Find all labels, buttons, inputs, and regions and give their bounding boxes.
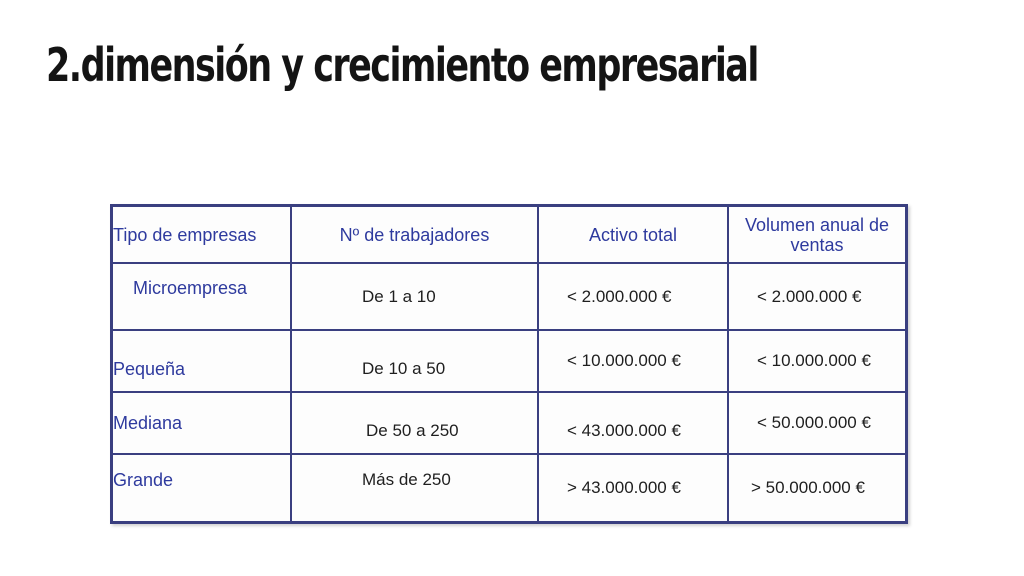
- table-row: [113, 330, 905, 392]
- row-ventas-cell: [728, 392, 905, 454]
- slide-title: 2.dimensión y crecimiento empresarial: [46, 38, 758, 92]
- row-ventas-cell: [728, 263, 905, 330]
- row-ventas-cell: [728, 330, 905, 392]
- row-trabajadores-cell: [291, 263, 538, 330]
- row-trabajadores-value: De 10 a 50: [362, 359, 446, 378]
- header-num-trabajadores: Nº de trabajadores: [291, 207, 538, 263]
- header-volumen-ventas: Volumen anual de ventas: [728, 207, 905, 263]
- table-row: [113, 392, 905, 454]
- row-ventas-value: > 50.000.000 €: [751, 478, 865, 497]
- row-activo-value: < 2.000.000 €: [567, 286, 672, 306]
- row-ventas-cell: [728, 454, 905, 521]
- row-trabajadores-cell: [291, 392, 538, 454]
- table-header-row: [113, 207, 905, 263]
- row-trabajadores-value: De 1 a 10: [362, 286, 436, 306]
- row-trabajadores-cell: [291, 454, 538, 521]
- row-trabajadores-value: De 50 a 250: [366, 421, 459, 440]
- header-activo-total: Activo total: [538, 207, 728, 263]
- row-activo-cell: [538, 454, 728, 521]
- row-type-cell: [113, 454, 291, 521]
- row-ventas-value: < 10.000.000 €: [757, 351, 871, 370]
- row-ventas-value: < 50.000.000 €: [757, 413, 871, 432]
- row-activo-cell: [538, 330, 728, 392]
- row-type-label: Mediana: [113, 412, 183, 433]
- row-type-cell: [113, 330, 291, 392]
- row-type-cell: [113, 392, 291, 454]
- row-activo-cell: [538, 392, 728, 454]
- row-trabajadores-value: Más de 250: [362, 470, 451, 489]
- row-type-label: Microempresa: [133, 278, 248, 298]
- table-row: [113, 454, 905, 521]
- row-activo-cell: [538, 263, 728, 330]
- row-trabajadores-cell: [291, 330, 538, 392]
- row-type-label: Pequeña: [113, 358, 186, 379]
- row-activo-value: < 43.000.000 €: [567, 421, 681, 440]
- row-type-cell: [113, 263, 291, 330]
- table-row: [113, 263, 905, 330]
- row-activo-value: > 43.000.000 €: [567, 478, 681, 497]
- row-type-label: Grande: [113, 469, 174, 490]
- company-size-table-frame: [110, 204, 908, 524]
- header-tipo-empresas: Tipo de empresas: [113, 207, 291, 263]
- company-size-table: [113, 207, 905, 521]
- row-ventas-value: < 2.000.000 €: [757, 286, 862, 306]
- row-activo-value: < 10.000.000 €: [567, 351, 681, 370]
